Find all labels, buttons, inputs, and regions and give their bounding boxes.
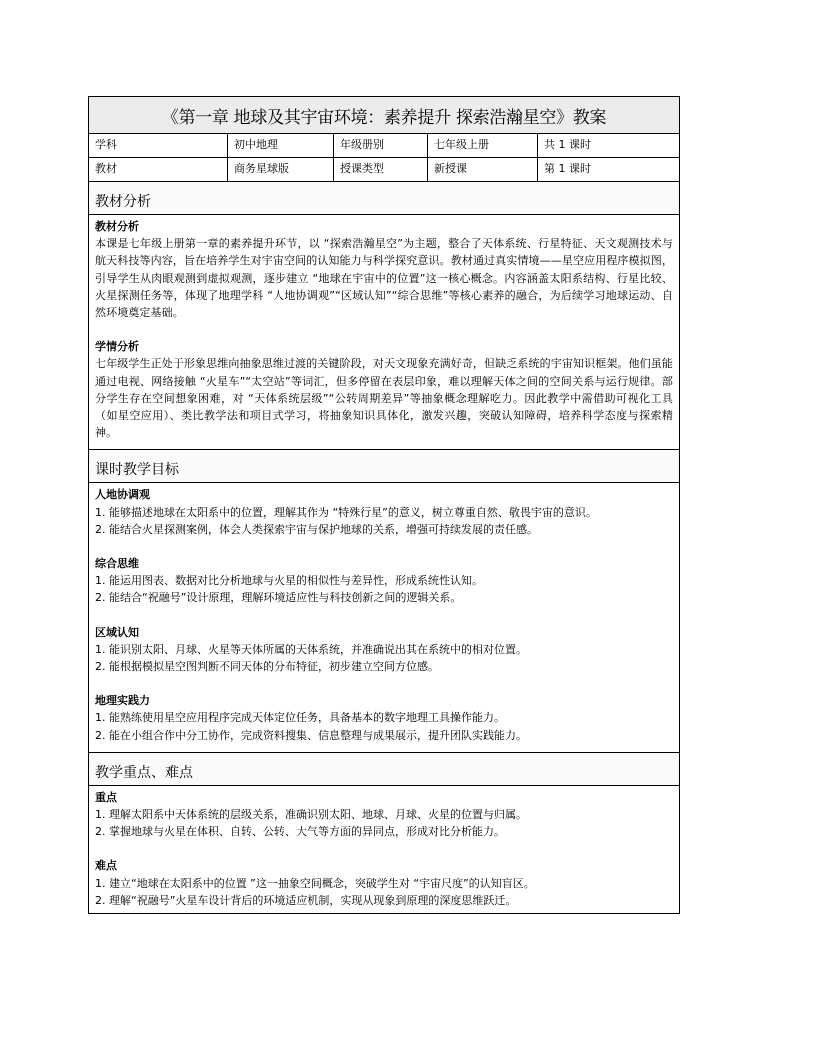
info-cell: 第 1 课时 [544,162,591,175]
document-title: 《第一章 地球及其宇宙环境：素养提升 探索浩瀚星空》教案 [89,97,679,134]
list-item: 2. 掌握地球与火星在体积、自转、公转、大气等方面的异同点，形成对比分析能力。 [95,825,505,839]
subsection-title: 重点 [95,790,117,804]
info-cell: 教材 [89,158,228,181]
list-item: 1. 能熟练使用星空应用程序完成天体定位任务，具备基本的数字地理工具操作能力。 [95,711,505,725]
section-body-keypoints [89,786,679,913]
paragraph: 本课是七年级上册第一章的素养提升环节，以 “探索浩瀚星空”为主题，整合了天体系统、行星特征、天文观测技术与航天科技等内容，旨在培养学生对宇宙空间的认知能力与科学探究意识。教材通过真实情境——星空应用程序模拟图，引导学生从肉眼观测到虚拟观测，逐步建立 “地球在宇宙中的位置”这一核心概念。内容涵盖太阳系结构、行星比较、火星探测任务等，体现了地理学科 “人地协调观”“区域认知”“综合思维”等核心素养的融合，为后续学习地球运动、自然环境奠定基础。 [95,237,673,320]
subsection-title: 区域认知 [95,625,139,639]
list-item: 2. 能结合火星探测案例，体会人类探索宇宙与保护地球的关系，增强可持续发展的责任感。 [95,522,538,536]
section-heading-keypoints: 教学重点、难点 [89,753,679,786]
subsection-title: 综合思维 [95,557,139,571]
info-row-textbook [89,158,679,182]
list-item: 2. 理解“祝融号”火星车设计背后的环境适应机制，实现从现象到原理的深度思维跃迁。 [95,893,517,907]
lesson-plan-table [88,96,680,914]
list-item: 1. 理解太阳系中天体系统的层级关系，准确识别太阳、地球、月球、火星的位置与归属。 [95,808,527,822]
list-item: 2. 能在小组合作中分工协作，完成资料搜集、信息整理与成果展示，提升团队实践能力。 [95,728,527,742]
list-item: 1. 能够描述地球在太阳系中的位置，理解其作为 “特殊行星”的意义，树立尊重自然、敬畏宇宙的意识。 [95,505,597,519]
info-cell: 共 1 课时 [544,138,591,151]
info-cell: 学科 [89,134,228,157]
section-heading-analysis: 教材分析 [89,182,679,215]
section-body-analysis [89,215,679,450]
paragraph: 七年级学生正处于形象思维向抽象思维过渡的关键阶段，对天文现象充满好奇，但缺乏系统的宇宙知识框架。他们虽能通过电视、网络接触 “火星车”“太空站”等词汇，但多停留在表层印象，难以理解天体之间的空间关系与运行规律。部分学生存在空间想象困难，对 “天体系统层级”“公转周期差异”等抽象概念理解吃力。因此教学中需借助可视化工具（如星空应用）、类比教学法和项目式学习，将抽象知识具体化，激发兴趣，突破认知障碍，培养科学态度与探索精神。 [95,357,673,440]
subsection-title: 教材分析 [95,220,139,233]
subsection-title: 难点 [95,859,117,873]
list-item: 2. 能根据模拟星空图判断不同天体的分布特征，初步建立空间方位感。 [95,660,439,674]
list-item: 2. 能结合“祝融号”设计原理，理解环境适应性与科技创新之间的逻辑关系。 [95,591,462,605]
info-row-subject [89,134,679,158]
list-item: 1. 建立“地球在太阳系中的位置 ”这一抽象空间概念，突破学生对 “宇宙尺度”的认知盲区。 [95,876,535,890]
subsection-title: 人地协调观 [95,488,150,502]
subsection-title: 地理实践力 [95,694,150,708]
info-cell: 年级册别 [334,134,428,157]
info-cell: 新授课 [428,158,538,181]
list-item: 1. 能运用图表、数据对比分析地球与火星的相似性与差异性，形成系统性认知。 [95,574,483,588]
info-cell: 授课类型 [334,158,428,181]
section-heading-goals: 课时教学目标 [89,450,679,483]
info-cell: 初中地理 [228,134,334,157]
info-cell: 商务星球版 [228,158,334,181]
info-cell: 七年级上册 [428,134,538,157]
subsection-title: 学情分析 [95,340,139,354]
section-body-goals [89,483,679,752]
list-item: 1. 能识别太阳、月球、火星等天体所属的天体系统，并准确说出其在系统中的相对位置。 [95,642,527,656]
